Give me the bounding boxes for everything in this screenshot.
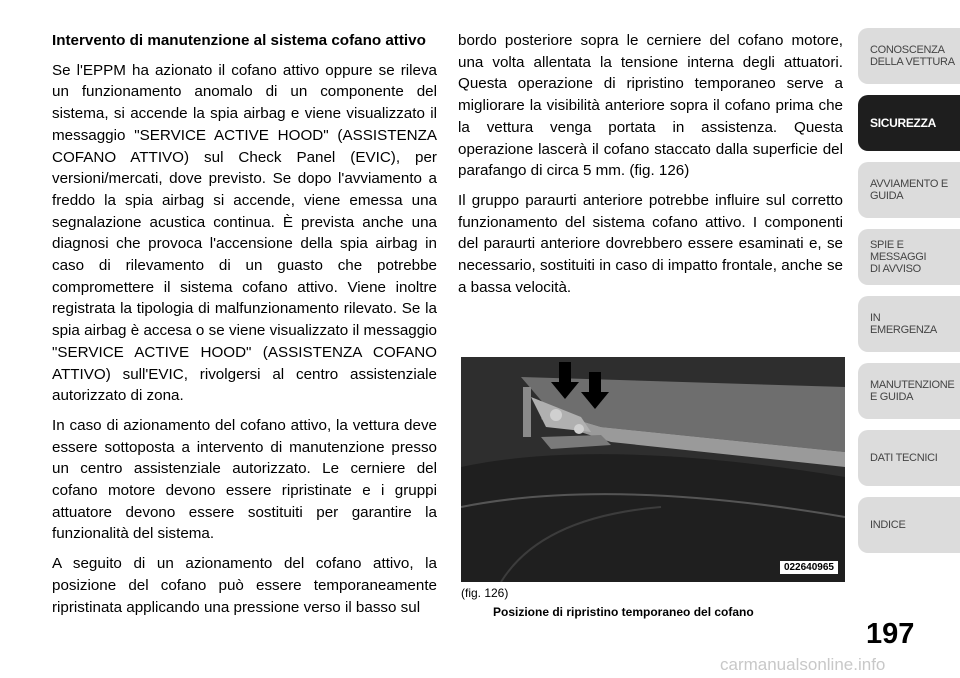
left-column bbox=[52, 30, 437, 626]
tab-indice[interactable] bbox=[858, 497, 960, 553]
tab-manutenzione[interactable] bbox=[858, 363, 960, 419]
tab-label: SICUREZZA bbox=[870, 116, 936, 130]
tab-label: INDICE bbox=[870, 519, 906, 531]
tab-conoscenza[interactable] bbox=[858, 28, 960, 84]
figure-code: 022640965 bbox=[780, 561, 838, 574]
tab-dati-tecnici[interactable] bbox=[858, 430, 960, 486]
tab-label: MANUTENZIONE E GUIDA bbox=[870, 379, 955, 403]
chapter-sidebar bbox=[858, 28, 960, 564]
tab-label: IN EMERGENZA bbox=[870, 312, 937, 336]
figure-reference: (fig. 126) bbox=[461, 586, 509, 600]
page-number: 197 bbox=[866, 618, 915, 650]
paragraph: A seguito di un azionamento del cofano attivo, la posizione del cofano può essere temporaneamente ripristinata applicando una pressione verso il basso sul bbox=[52, 555, 437, 616]
paragraph: In caso di azionamento del cofano attivo, la vettura deve essere sottoposta a intervento di manutenzione presso un centro assistenziale autorizzato. Le cerniere del cofano motore devono essere ripristinate e i gruppi attuatore devono essere sostituiti per garantire la funzionalità del sistema. bbox=[52, 416, 437, 543]
right-column bbox=[458, 30, 843, 306]
section-heading: Intervento di manutenzione al sistema cofano attivo bbox=[52, 32, 426, 49]
tab-label: CONOSCENZA DELLA VETTURA bbox=[870, 44, 955, 68]
hood-hinge-photo bbox=[461, 357, 845, 582]
paragraph: Il gruppo paraurti anteriore potrebbe influire sul corretto funzionamento del sistema cofano attivo. I componenti del paraurti anteriore dovrebbero essere esaminati e, se necessario, sostituiti in caso di impatto frontale, anche se a bassa velocità. bbox=[458, 191, 843, 296]
watermark: carmanualsonline.info bbox=[720, 655, 886, 674]
tab-label: DATI TECNICI bbox=[870, 452, 938, 464]
tab-emergenza[interactable] bbox=[858, 296, 960, 352]
hood-hinge-illustration bbox=[461, 357, 845, 582]
paragraph: Se l'EPPM ha azionato il cofano attivo oppure se rileva un funzionamento anomalo di un componente del sistema, si accende la spia airbag e viene visualizzato il messaggio "SERVICE ACTIVE HOOD" (ASSISTENZA COFANO ATTIVO) sul Check Panel (EVIC), per versioni/mercati, dove previsto. Se dopo l'avviamento a freddo la spia airbag si accende, viene emessa una segnalazione acustica continua. È prevista anche una diagnosi che provoca l'accensione della spia airbag in caso di rilevamento di un guasto che potrebbe compromettere il sistema cofano attivo. Viene inoltre registrata la tipologia di malfunzionamento rilevato. Se la spia airbag è accesa o se viene visualizzato il messaggio "SERVICE ACTIVE HOOD" (ASSISTENZA COFANO ATTIVO) sull'EVIC, rivolgersi al centro assistenziale autorizzato di zona. bbox=[52, 61, 437, 405]
tab-sicurezza[interactable] bbox=[858, 95, 960, 151]
tab-spie[interactable] bbox=[858, 229, 960, 285]
tab-label: AVVIAMENTO E GUIDA bbox=[870, 178, 948, 202]
tab-avviamento[interactable] bbox=[858, 162, 960, 218]
paragraph: bordo posteriore sopra le cerniere del cofano motore, una volta allentata la tensione interna degli attuatori. Questa operazione di ripristino temporaneo serve a migliorare la visibilità anteriore sopra il cofano prima che la vettura venga portata in assistenza. Questa operazione lascerà il cofano staccato dalla superficie del parafango di circa 5 mm. (fig. 126) bbox=[458, 32, 843, 180]
figure-caption: Posizione di ripristino temporaneo del cofano bbox=[493, 605, 754, 619]
tab-label: SPIE E MESSAGGI DI AVVISO bbox=[870, 239, 927, 275]
